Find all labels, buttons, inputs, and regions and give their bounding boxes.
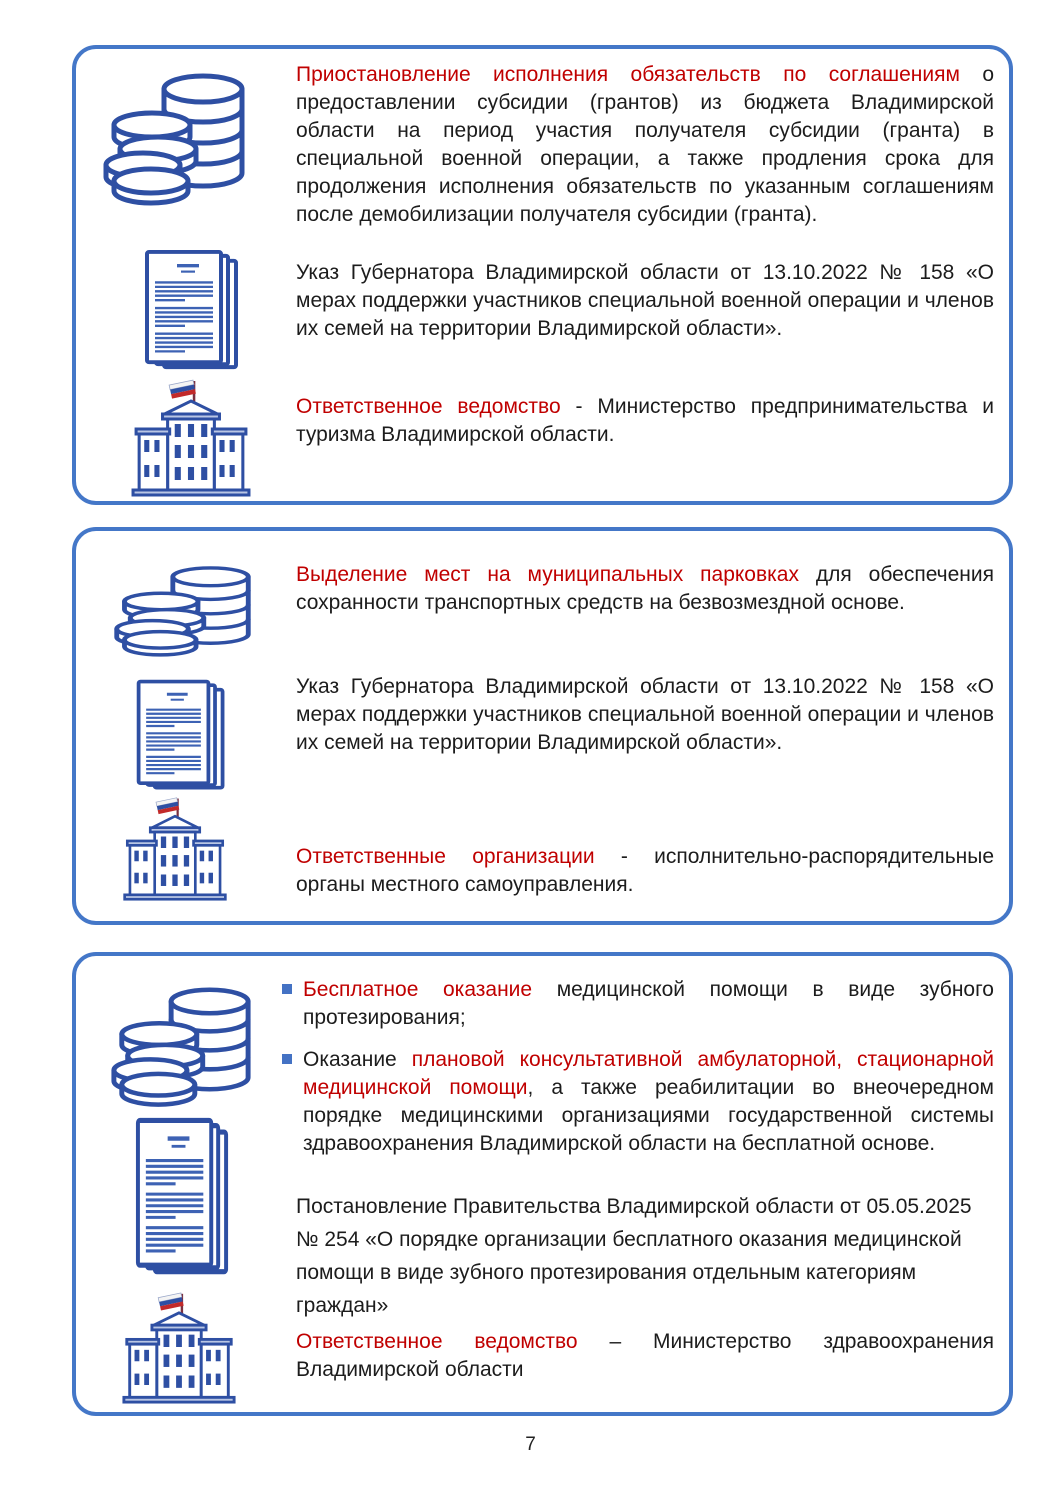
coins-icon — [98, 63, 250, 209]
card-medical-care — [72, 952, 1013, 1416]
list-item — [282, 1046, 994, 1158]
measure-description — [296, 561, 994, 617]
measure-body: о предоставлении субсидии (грантов) из бюджета Владимирской области на период участия получателя субсидии (гранта) в специальной военной операции, а также продления срока для продолжения исполнения обязательств по указанным соглашениям после демобилизации получателя субсидии (гранта). — [296, 63, 995, 226]
responsible-agency-label: Ответственное ведомство — [296, 395, 561, 418]
documents-icon — [131, 1114, 236, 1282]
measure-body: для обеспечения сохранности транспортных средств на безвозмездной основе. — [296, 563, 995, 614]
coins-icon — [109, 559, 256, 659]
card-municipal-parking — [72, 527, 1013, 925]
legal-basis-text — [296, 673, 994, 757]
coins-icon — [106, 978, 256, 1110]
legal-basis-body: Постановление Правительства Владимирской области от 05.05.2025 № 254 «О порядке организации бесплатного оказания медицинской помощи в виде зубного протезирования отдельным категориям граждан» — [296, 1195, 972, 1317]
documents-icon — [132, 677, 232, 795]
measure-title: плановой консультативной амбулаторной, стационарной медицинской помощи — [303, 1048, 994, 1099]
measure-title: Бесплатное оказание — [303, 978, 533, 1001]
measure-title: Выделение мест на муниципальных парковках — [296, 563, 799, 586]
legal-basis-text — [296, 1190, 994, 1322]
bullet-text — [303, 976, 994, 1032]
bullet-square-icon — [282, 984, 292, 994]
responsible-agency-label: Ответственные организации — [296, 845, 595, 868]
legal-basis-text — [296, 259, 994, 343]
measure-bullet-list — [282, 976, 994, 1172]
responsible-agency-text — [296, 393, 994, 449]
bullet-text — [303, 1046, 994, 1158]
card-subsidy-suspension — [72, 45, 1013, 505]
responsible-agency-value: – Министерство здравоохранения Владимирской области — [296, 1330, 994, 1381]
legal-basis-body: Указ Губернатора Владимирской области от 13.10.2022 № 158 «О мерах поддержки участников специальной военной операции и членов их семей на территории Владимирской области». — [296, 261, 994, 340]
responsible-agency-value: - исполнительно-распорядительные органы местного самоуправления. — [296, 845, 995, 896]
measure-lead: Оказание — [303, 1048, 412, 1071]
measure-body: , а также реабилитации во внеочередном порядке медицинскими организациями государственной системы здравоохранения Владимирской области на бесплатной основе. — [303, 1076, 994, 1155]
responsible-agency-text — [296, 1328, 994, 1384]
government-building-icon — [122, 795, 228, 901]
responsible-agency-value: - Министерство предпринимательства и туризма Владимирской области. — [296, 395, 994, 446]
documents-icon — [140, 247, 246, 375]
list-item — [282, 976, 994, 1032]
responsible-agency-text — [296, 843, 994, 899]
legal-basis-body: Указ Губернатора Владимирской области от 13.10.2022 № 158 «О мерах поддержки участников специальной военной операции и членов их семей на территории Владимирской области». — [296, 675, 994, 754]
government-building-icon — [121, 1290, 237, 1404]
government-building-icon — [130, 377, 252, 497]
measure-title: Приостановление исполнения обязательств по соглашениям — [296, 63, 960, 86]
bullet-square-icon — [282, 1054, 292, 1064]
measure-body: медицинской помощи в виде зубного протезирования; — [303, 978, 994, 1029]
page-number: 7 — [525, 1434, 536, 1455]
measure-description — [296, 61, 994, 229]
responsible-agency-label: Ответственное ведомство — [296, 1330, 578, 1353]
